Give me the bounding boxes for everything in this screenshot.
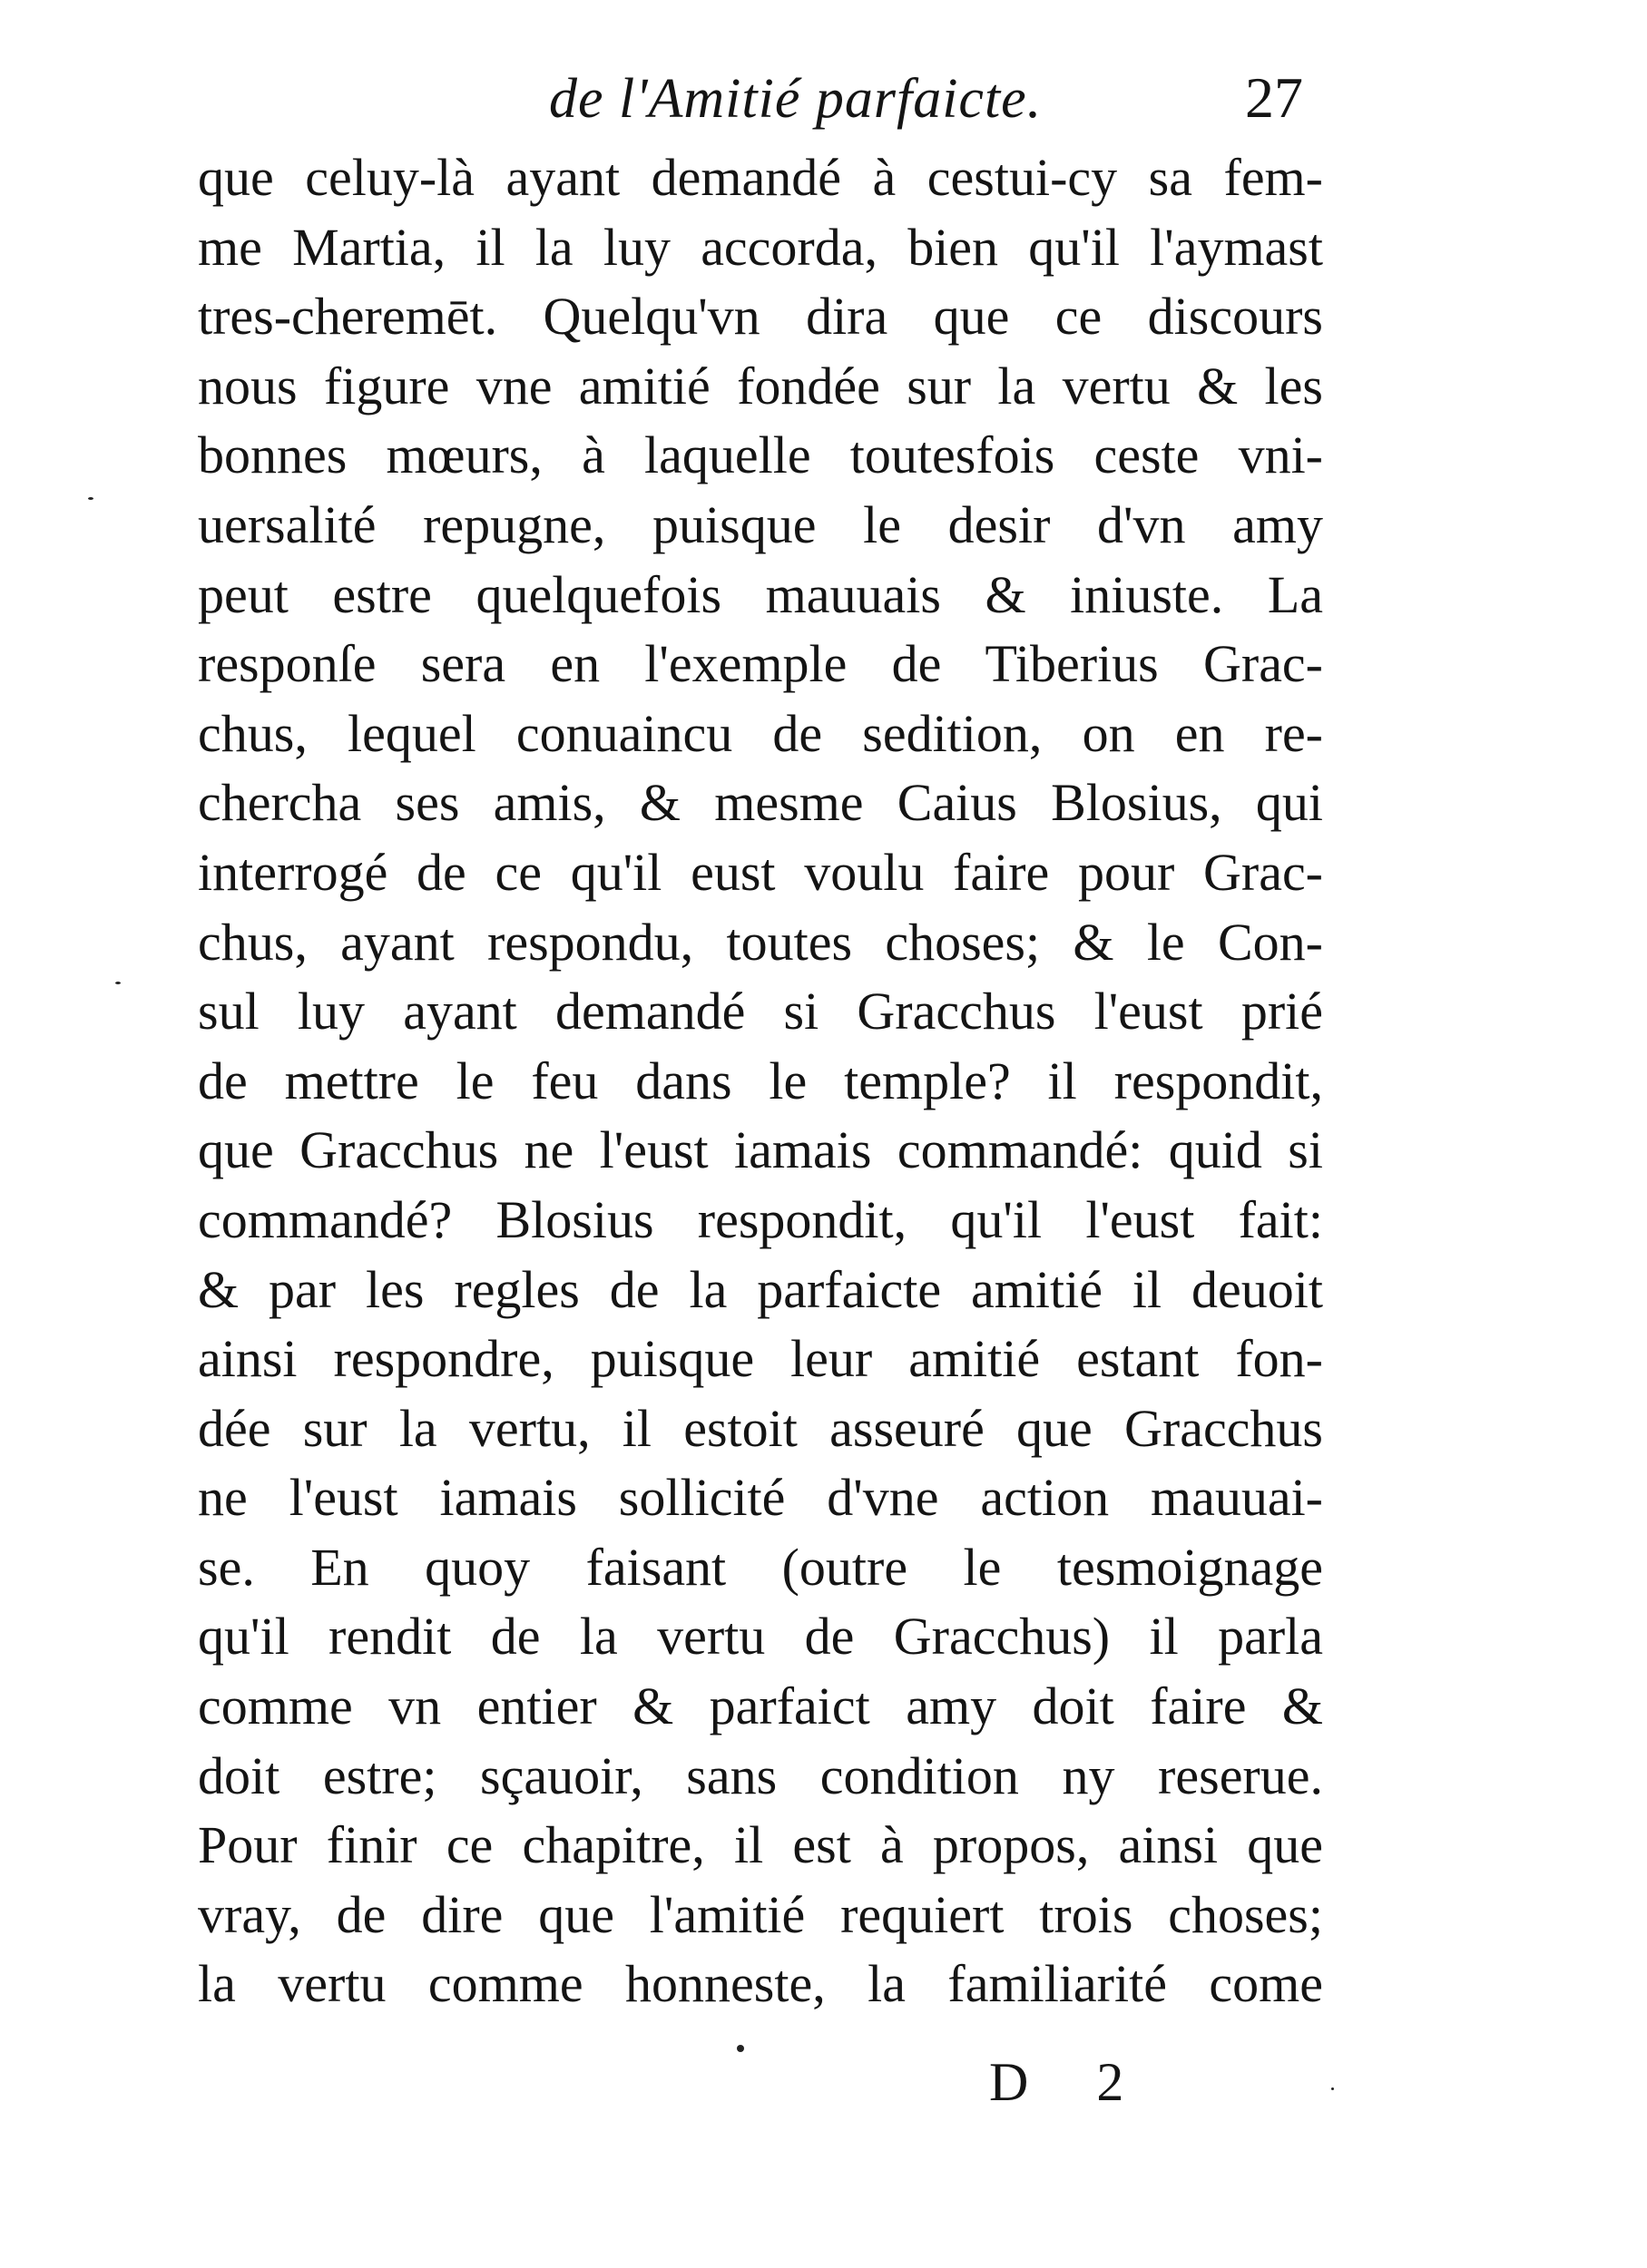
text-line: Pour finir ce chapitre, il est à propos, ainsi que bbox=[198, 1815, 1323, 1875]
text-line: que Gracchus ne l'eust iamais commandé: quid si bbox=[198, 1120, 1323, 1180]
text-line: responſe sera en l'exemple de Tiberius Grac- bbox=[198, 634, 1323, 694]
text-line: chercha ses amis, & mesme Caius Blosius, qui bbox=[198, 773, 1323, 833]
scan-speck bbox=[1331, 2087, 1334, 2090]
text-line: chus, lequel conuaincu de sedition, on en re- bbox=[198, 703, 1323, 763]
text-line: nous figure vne amitié fondée sur la vertu & les bbox=[198, 356, 1323, 415]
text-line: & par les regles de la parfaicte amitié il deuoit bbox=[198, 1259, 1323, 1319]
text-line: tres-cheremēt. Quelqu'vn dira que ce discours bbox=[198, 287, 1323, 347]
text-line: comme vn entier & parfaict amy doit faire & bbox=[198, 1677, 1323, 1736]
running-title: de l'Amitié parfaicte. bbox=[549, 68, 1043, 130]
text-line: se. En quoy faisant (outre le tesmoignage bbox=[198, 1537, 1323, 1597]
text-line: commandé? Blosius respondit, qu'il l'eust fait: bbox=[198, 1189, 1323, 1249]
signature-mark: D 2 bbox=[989, 2052, 1152, 2112]
text-line: chus, ayant respondu, toutes choses; & le Con- bbox=[198, 912, 1323, 972]
text-line: que celuy-là ayant demandé à cestui-cy sa fem- bbox=[198, 148, 1323, 207]
body-text bbox=[198, 143, 1323, 2019]
text-line: bonnes mœurs, à laquelle toutesfois ceste vni- bbox=[198, 425, 1323, 485]
text-line: qu'il rendit de la vertu de Gracchus) il parla bbox=[198, 1607, 1323, 1667]
text-line: ainsi respondre, puisque leur amitié estant fon- bbox=[198, 1329, 1323, 1389]
scan-speck bbox=[88, 497, 93, 500]
text-line: vray, de dire que l'amitié requiert trois choses; bbox=[198, 1884, 1323, 1944]
text-line: ne l'eust iamais sollicité d'vne action mauuai- bbox=[198, 1468, 1323, 1528]
page-number: 27 bbox=[1245, 65, 1303, 130]
text-line: la vertu comme honneste, la familiarité come bbox=[198, 1954, 1323, 2014]
scan-speck bbox=[115, 982, 121, 984]
text-line: peut estre quelquefois mauuais & iniuste. La bbox=[198, 564, 1323, 624]
text-line: dée sur la vertu, il estoit asseuré que Gracchus bbox=[198, 1398, 1323, 1458]
text-line: uersalité repugne, puisque le desir d'vn amy bbox=[198, 494, 1323, 554]
scan-speck bbox=[737, 2045, 744, 2052]
text-line: de mettre le feu dans le temple? il respondit, bbox=[198, 1051, 1323, 1110]
text-line: sul luy ayant demandé si Gracchus l'eust prié bbox=[198, 982, 1323, 1041]
text-line: doit estre; sçauoir, sans condition ny reserue. bbox=[198, 1745, 1323, 1805]
text-line: interrogé de ce qu'il eust voulu faire pour Grac- bbox=[198, 842, 1323, 902]
text-line: me Martia, il la luy accorda, bien qu'il l'aymast bbox=[198, 217, 1323, 277]
